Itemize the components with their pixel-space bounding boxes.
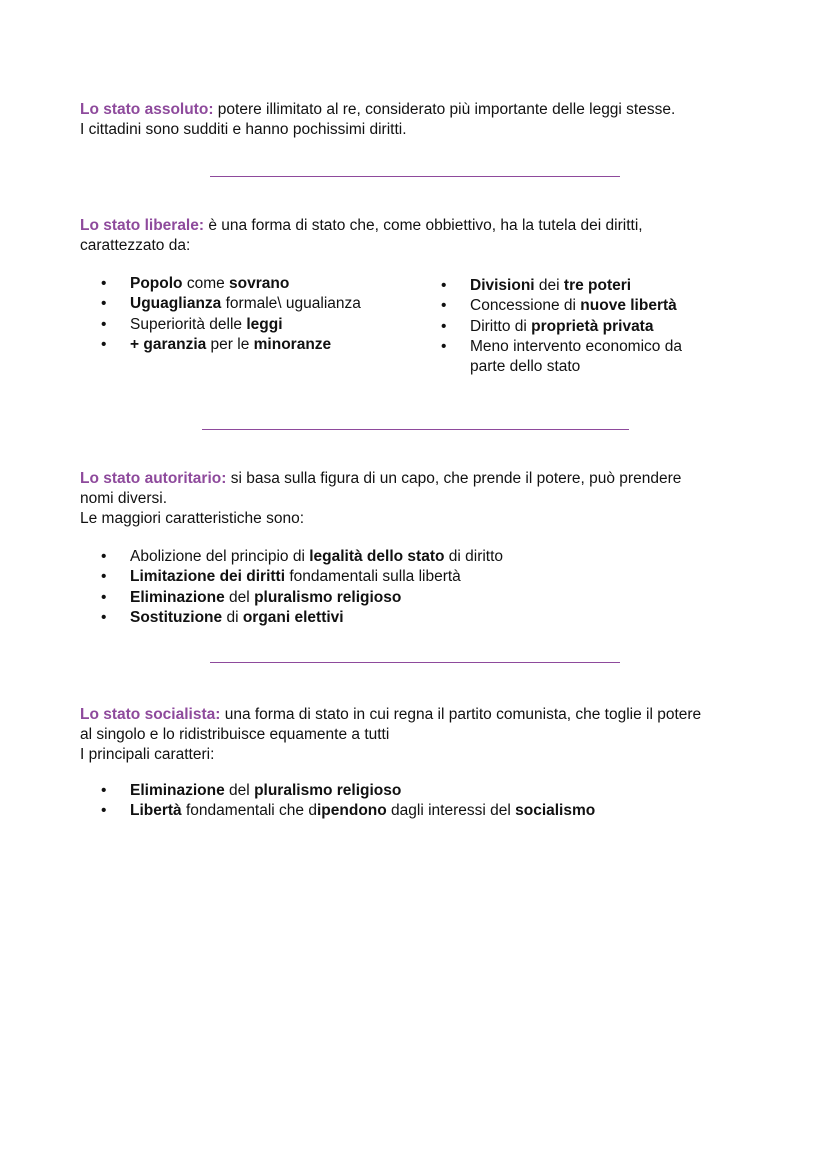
item-bold: proprietà privata [531, 317, 654, 335]
socialista-line-1 [80, 705, 760, 725]
item-bold: Divisioni [470, 277, 535, 294]
item-bold: Eliminazione [130, 588, 225, 606]
item-text: dagli interessi del [386, 802, 516, 820]
socialista-text-1: una forma di stato in cui regna il partito comunista, che toglie il potere [220, 706, 702, 723]
socialista-line-3: I principali caratteri: [80, 746, 215, 763]
socialista-list [80, 781, 760, 822]
divider-1 [210, 176, 620, 177]
list-item [420, 276, 760, 296]
autoritario-list [80, 547, 760, 628]
item-bold: Popolo [130, 275, 183, 292]
item-text: Superiorità delle [130, 315, 247, 333]
item-text: Abolizione del principio di [130, 548, 310, 565]
bullet-icon: • [101, 335, 107, 353]
bullet-icon: • [101, 295, 107, 313]
item-bold: pluralismo religioso [254, 782, 402, 799]
item-text: di diritto [444, 548, 504, 565]
item-bold: leggi [246, 315, 283, 333]
list-item [420, 317, 760, 337]
item-bold: sovrano [229, 275, 290, 292]
section-stato-autoritario [80, 469, 760, 529]
autoritario-line-1 [80, 469, 760, 489]
item-bold: Eliminazione [130, 782, 225, 799]
socialista-line-2: al singolo e lo ridistribuisce equamente a tutti [80, 726, 390, 743]
item-bold: minoranze [253, 335, 332, 353]
item-bold: Libertà [130, 802, 182, 820]
liberale-text-1: è una forma di stato che, come obbiettivo, ha la tutela dei diritti, [204, 217, 643, 234]
bullet-icon: • [101, 315, 107, 333]
bullet-icon: • [101, 588, 107, 606]
section-stato-liberale [80, 216, 760, 256]
assoluto-line-1 [80, 100, 760, 120]
item-bold: organi elettivi [242, 608, 344, 626]
bullet-icon: • [441, 297, 447, 315]
bullet-icon: • [101, 548, 107, 565]
list-item [80, 567, 760, 587]
list-item [80, 335, 420, 355]
autoritario-line-3: Le maggiori caratteristiche sono: [80, 510, 305, 527]
item-bold: Limitazione dei diritti [130, 568, 286, 586]
item-text: Meno intervento economico da [470, 337, 682, 355]
item-bold: legalità dello stato [309, 548, 445, 565]
socialista-heading: Lo stato socialista: [80, 706, 221, 723]
list-item [80, 781, 760, 801]
liberale-line-2: carattezzato da: [80, 237, 191, 254]
liberale-heading: Lo stato liberale: [80, 217, 205, 234]
assoluto-line-2: I cittadini sono sudditi e hanno pochissimi diritti. [80, 121, 407, 138]
item-text: del [224, 782, 255, 799]
bullet-icon: • [101, 782, 107, 799]
autoritario-text-1: si basa sulla figura di un capo, che prende il potere, può prendere [226, 470, 682, 487]
assoluto-heading: Lo stato assoluto: [80, 101, 214, 118]
bullet-icon: • [101, 802, 107, 820]
item-bold: Uguaglianza [130, 295, 222, 313]
list-item [80, 588, 760, 608]
item-text: per le [206, 335, 254, 353]
item-text: fondamentali che d [181, 802, 317, 820]
liberale-right-list [420, 276, 760, 377]
bullet-icon: • [441, 317, 447, 335]
item-bold: tre poteri [563, 277, 632, 294]
autoritario-heading: Lo stato autoritario: [80, 470, 227, 487]
item-bold: + garanzia [130, 335, 207, 353]
item-bold: ipendono [316, 802, 387, 820]
list-item [80, 547, 760, 567]
item-bold: pluralismo religioso [254, 588, 402, 606]
assoluto-text-1: potere illimitato al re, considerato più importante delle leggi stesse. [213, 101, 676, 118]
list-item [80, 274, 420, 294]
liberale-left-list [80, 274, 420, 355]
section-stato-socialista [80, 705, 760, 765]
section-stato-assoluto [80, 100, 760, 140]
item-text: fondamentali sulla libertà [285, 568, 461, 586]
item-text: Diritto di [470, 317, 532, 335]
item-text: Concessione di [470, 297, 581, 315]
list-item [80, 801, 760, 821]
list-item [420, 296, 760, 316]
divider-3 [210, 662, 620, 663]
list-item-continuation [420, 357, 760, 377]
liberale-line-1 [80, 216, 760, 236]
item-text: parte dello stato [470, 358, 581, 376]
bullet-icon: • [101, 275, 107, 292]
item-bold: nuove libertà [580, 297, 677, 315]
list-item [80, 294, 420, 314]
item-text: del [224, 588, 255, 606]
item-text: formale\ ugualianza [221, 295, 361, 313]
item-bold: Sostituzione [130, 608, 223, 626]
bullet-icon: • [101, 568, 107, 586]
list-item [80, 608, 760, 628]
item-text: di [222, 608, 243, 626]
item-bold: socialismo [515, 802, 596, 820]
bullet-icon: • [441, 337, 447, 355]
item-text: dei [534, 277, 564, 294]
bullet-icon: • [441, 277, 447, 294]
bullet-icon: • [101, 608, 107, 626]
divider-2 [202, 429, 629, 430]
item-text: come [182, 275, 230, 292]
list-item [420, 337, 760, 357]
list-item [80, 315, 420, 335]
autoritario-line-2: nomi diversi. [80, 490, 167, 507]
